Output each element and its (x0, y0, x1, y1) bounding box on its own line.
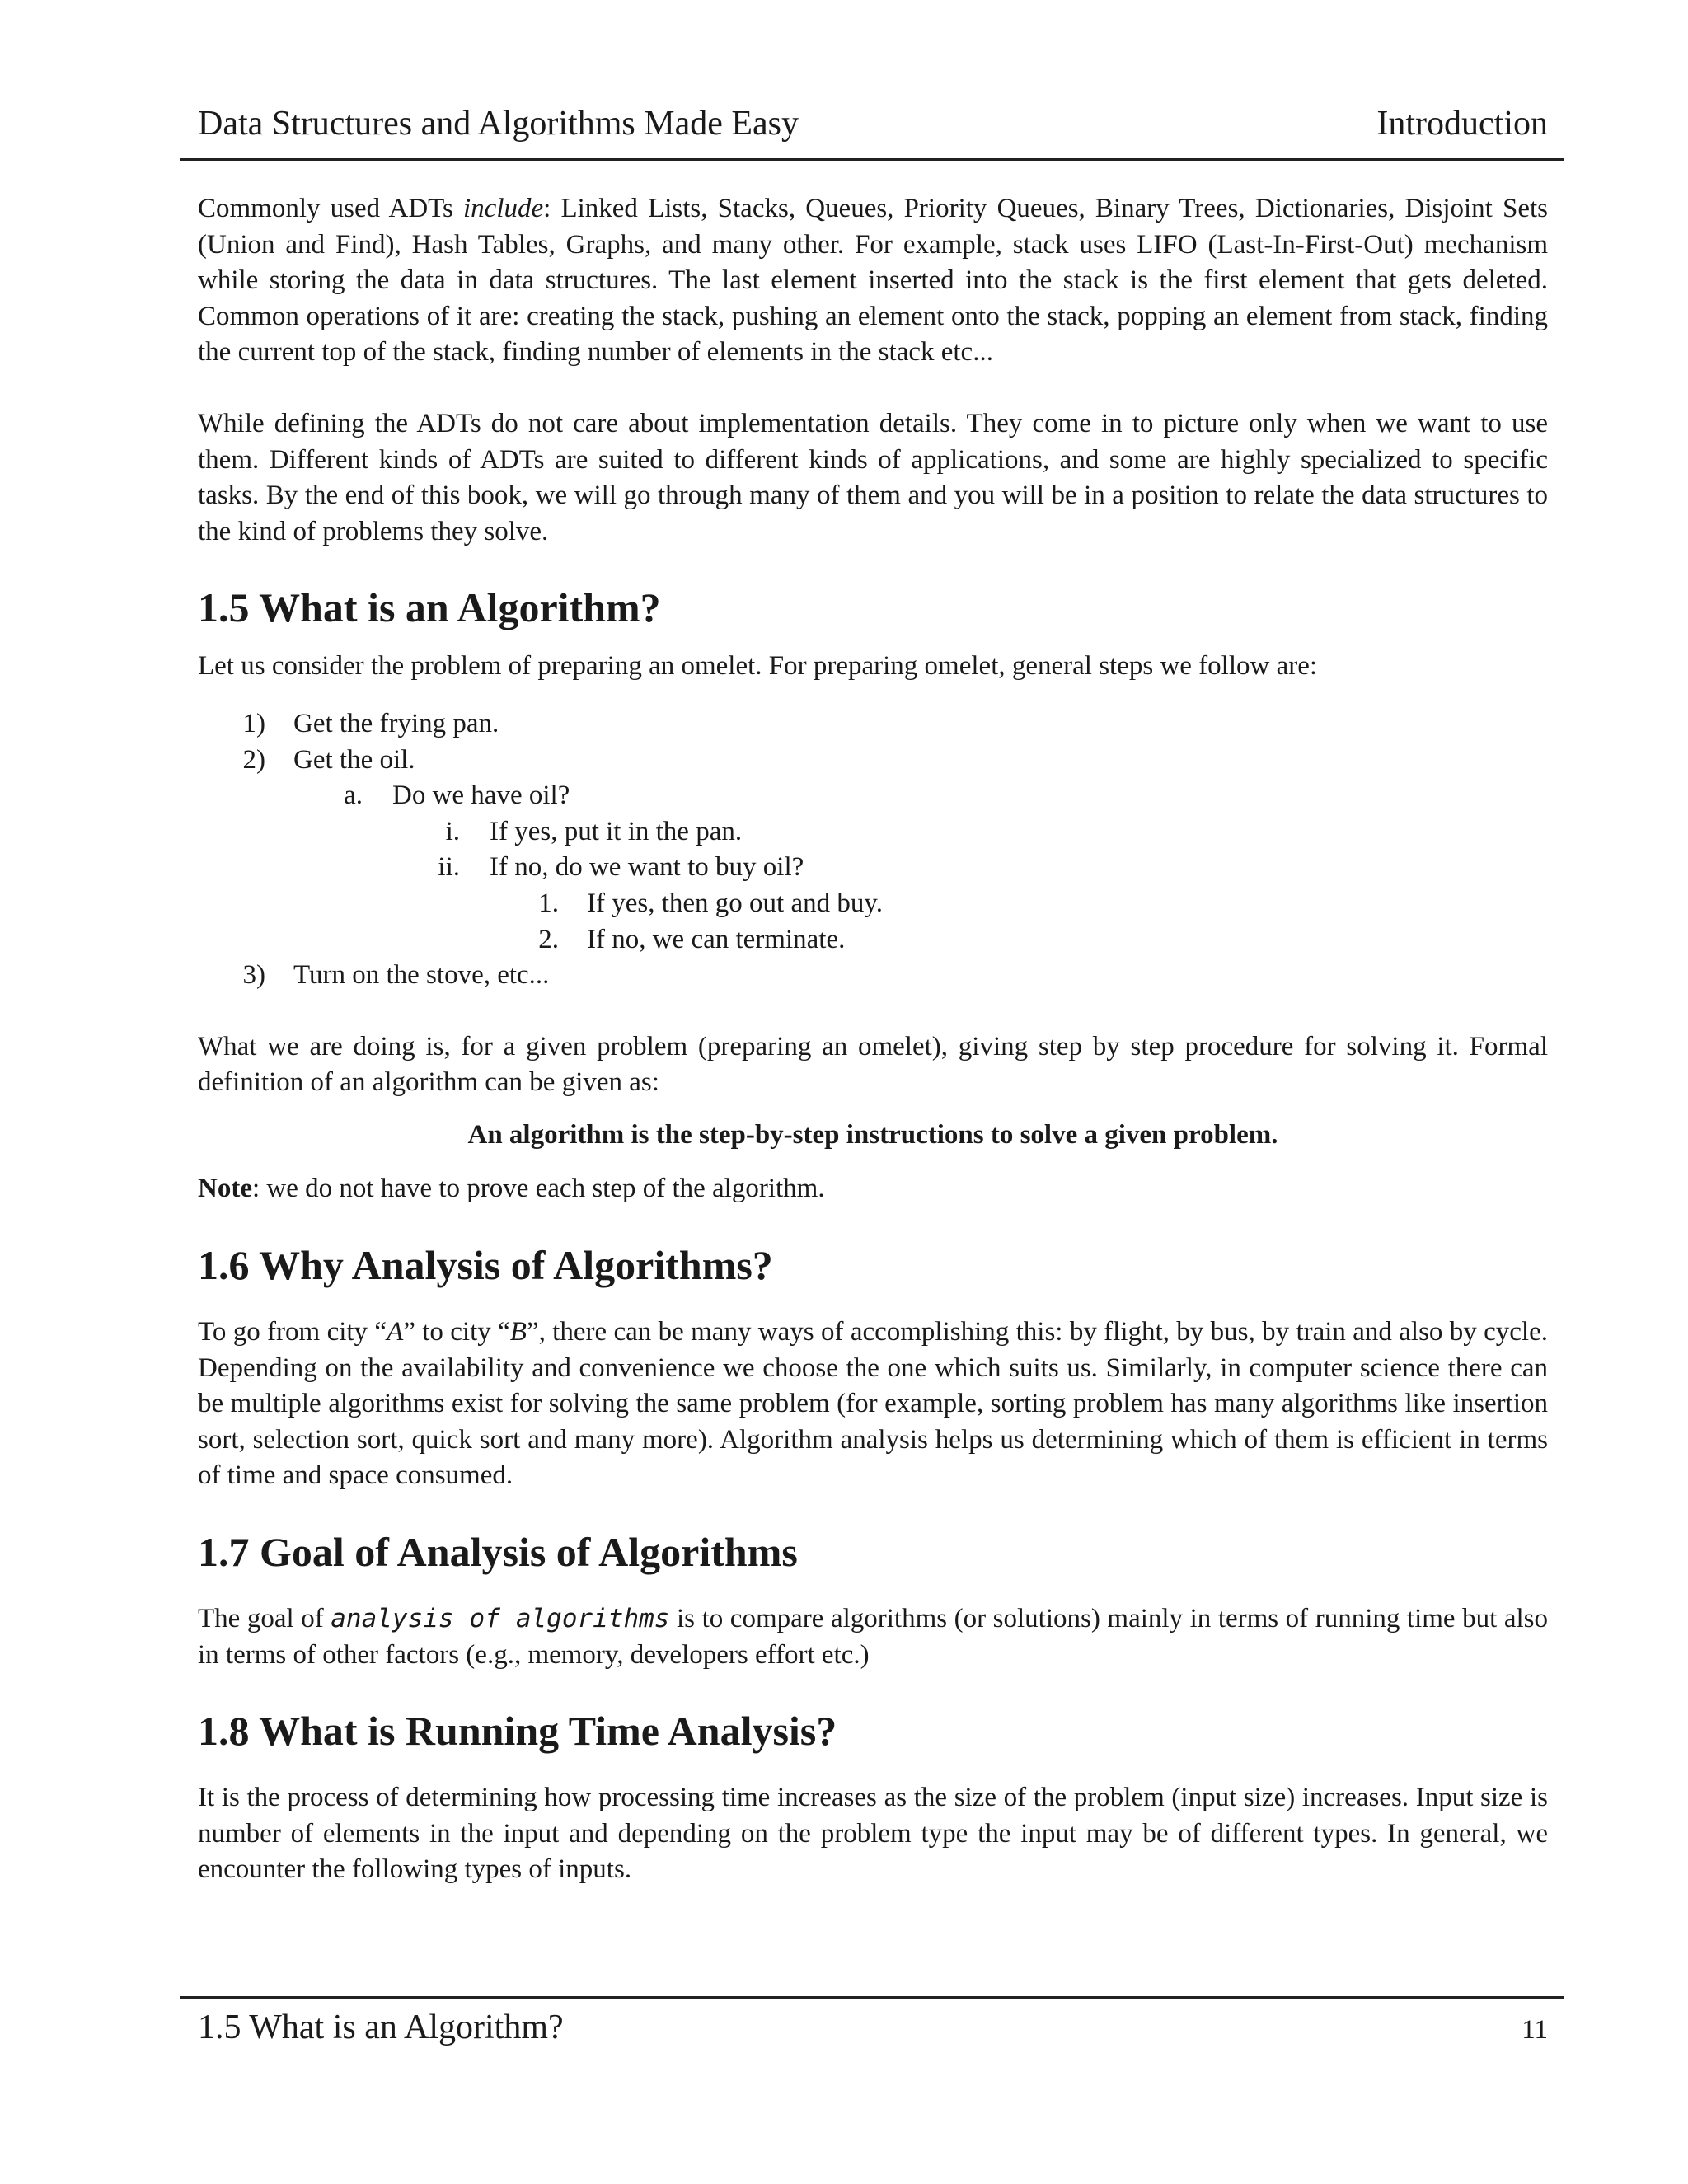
heading-1-5: 1.5 What is an Algorithm? (198, 584, 661, 631)
footer-section-title: 1.5 What is an Algorithm? (198, 2008, 564, 2046)
p16-a: To go from city “ (198, 1317, 387, 1347)
analysis-why-paragraph (198, 1315, 1548, 1494)
list-marker: a. (344, 780, 363, 811)
heading-1-6: 1.6 Why Analysis of Algorithms? (198, 1242, 773, 1289)
list-text: If yes, put it in the pan. (490, 816, 743, 846)
list-item (198, 706, 1548, 743)
list-text: Turn on the stove, etc... (293, 960, 550, 991)
adt-p1-italic: include (463, 194, 544, 223)
p16-b: ” to city “ (403, 1317, 510, 1347)
goal-paragraph (198, 1601, 1548, 1673)
list-text: Get the oil. (293, 744, 415, 775)
heading-1-8: 1.8 What is Running Time Analysis? (198, 1708, 837, 1755)
list-item (198, 850, 1548, 886)
p16-c: ”, there can be many ways of accomplishing this: by flight, by bus, by train and also by cycle. Depending on the availability and convenience we choose the one which suits us. Similarly, in computer science there can be multiple algorithms exist for solving the same problem (for example, sorting problem has many algorithms like insertion sort, selection sort, quick sort and many more). Algorithm analysis helps us determining which of them is efficient in terms of time and space consumed. (198, 1317, 1548, 1491)
analysis-term: analysis of algorithms (331, 1604, 670, 1634)
note-paragraph (198, 1171, 1548, 1207)
algorithm-explanation: What we are doing is, for a given problem (preparing an omelet), giving step by step procedure for solving it. Formal definition of an algorithm can be given as: (198, 1031, 1548, 1098)
p17-rest: is to compare algorithms (or solutions) mainly in terms of running time but also in terms of other factors (e.g., memory, developers effort etc.) (198, 1604, 1548, 1670)
note-text: : we do not have to prove each step of the algorithm. (251, 1174, 825, 1204)
running-header (198, 104, 1548, 143)
adt-paragraph-2: While defining the ADTs do not care about implementation details. They come in to picture only when we want to use them. Different kinds of ADTs are suited to different kinds of applications, and some are highly specialized to specific tasks. By the end of this book, we will go through many of them and you will be in a position to relate the data structures to the kind of problems they solve. (198, 408, 1548, 546)
list-marker: 1. (538, 888, 559, 918)
list-marker: 2) (242, 744, 265, 775)
list-item (198, 958, 1548, 994)
footer-rule (180, 1996, 1564, 1999)
list-marker: i. (445, 816, 460, 846)
list-item (198, 922, 1548, 958)
header-chapter: Introduction (1376, 105, 1548, 143)
list-item (198, 743, 1548, 779)
list-item (198, 886, 1548, 922)
heading-1-7: 1.7 Goal of Analysis of Algorithms (198, 1529, 798, 1576)
p17-lead: The goal of (198, 1604, 331, 1634)
adt-p1-lead: Commonly used ADTs (198, 194, 463, 223)
running-time-paragraph: It is the process of determining how processing time increases as the size of the problem (input size) increases. Input size is number of elements in the input and depending on the problem type the input may be of different types. In general, we encounter the following types of inputs. (198, 1783, 1548, 1885)
page-content (198, 191, 1548, 1888)
header-book-title: Data Structures and Algorithms Made Easy (198, 105, 799, 143)
list-marker: ii. (438, 852, 460, 883)
note-label: Note (198, 1174, 252, 1204)
adt-p1-rest: : Linked Lists, Stacks, Queues, Priority Queues, Binary Trees, Dictionaries, Disjoint Sets (Union and Find), Hash Tables, Graphs, and many other. For example, stack uses LIFO (Last-In-First-Out) mechanism while storing the data in data structures. The last element inserted into the stack is the first element that gets deleted. Common operations of it are: creating the stack, pushing an element onto the stack, popping an element from stack, finding the current top of the stack, finding number of elements in the stack etc... (198, 194, 1549, 368)
city-b: B (509, 1317, 527, 1347)
page-number: 11 (1522, 2015, 1548, 2045)
list-text: If yes, then go out and buy. (587, 888, 883, 918)
list-text: Get the frying pan. (293, 708, 499, 738)
list-item (198, 814, 1548, 851)
list-marker: 3) (242, 960, 265, 991)
omelet-intro: Let us consider the problem of preparing an omelet. For preparing omelet, general steps we follow are: (198, 651, 1318, 682)
adt-paragraph-1 (198, 191, 1548, 371)
list-marker: 1) (242, 708, 265, 738)
list-text: If no, we can terminate. (587, 924, 846, 954)
algorithm-definition: An algorithm is the step-by-step instructions to solve a given problem. (467, 1119, 1278, 1150)
header-rule (180, 158, 1564, 161)
list-text: If no, do we want to buy oil? (490, 852, 804, 883)
list-marker: 2. (538, 924, 559, 954)
running-footer (198, 2008, 1548, 2047)
city-a: A (387, 1317, 404, 1347)
list-text: Do we have oil? (392, 780, 570, 811)
omelet-steps-list (198, 706, 1548, 994)
list-item (198, 778, 1548, 814)
